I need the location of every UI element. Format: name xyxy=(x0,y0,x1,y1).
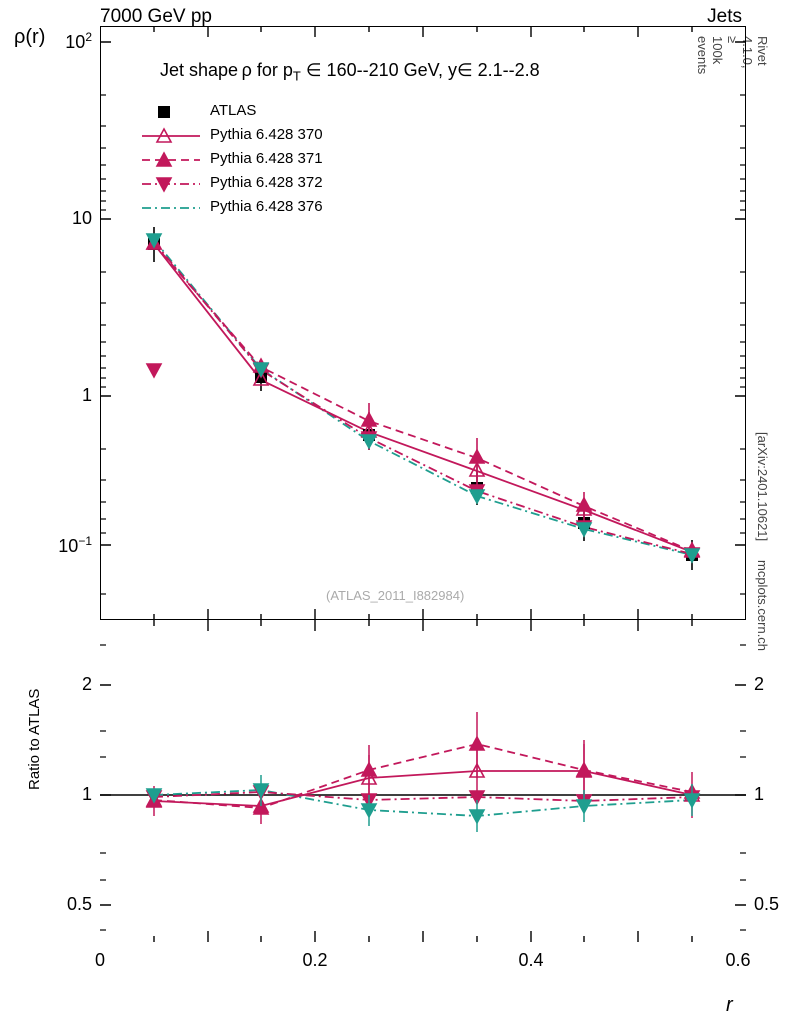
ratio-ytick-2-right: 2 xyxy=(754,674,765,694)
ratio-ytick-05-left: 0.5 xyxy=(66,894,92,914)
main-ytick-1e-1: $10^{-1}$ xyxy=(58,534,92,556)
series-line-pythia-370 xyxy=(154,244,692,552)
ratio-ytick-2-left: 2 xyxy=(81,674,92,694)
legend-marker-pythia-371 xyxy=(140,148,202,172)
markers-pythia-371 xyxy=(147,236,699,556)
rivet-version-caption: Rivet 4.1.0, ≥ 100k events xyxy=(695,36,770,75)
arxiv-caption: [arXiv:2401.10621] xyxy=(755,432,770,542)
xtick-06: 0.6 xyxy=(725,950,751,970)
markers-pythia-370 xyxy=(147,236,699,557)
series-line-pythia-376 xyxy=(154,240,692,555)
series-line-pythia-372 xyxy=(154,242,692,554)
legend-label-pythia-372: Pythia 6.428 372 xyxy=(210,174,323,191)
legend-label-pythia-376: Pythia 6.428 376 xyxy=(210,198,323,215)
analysis-id-watermark: (ATLAS_2011_I882984) xyxy=(326,588,465,603)
mcplots-url-caption: mcplots.cern.ch xyxy=(755,560,770,652)
series-points-atlas xyxy=(154,227,692,570)
xtick-02: 0.2 xyxy=(302,950,328,970)
atlas-markers xyxy=(148,238,698,561)
main-ytick-1e2: $10^2$ xyxy=(65,30,92,52)
ratio-y-axis-label: Ratio to ATLAS xyxy=(26,688,43,790)
ratio-markers-371 xyxy=(147,737,699,814)
main-y-axis-label: ρ(r) xyxy=(14,26,46,48)
legend-label-pythia-371: Pythia 6.428 371 xyxy=(210,150,323,167)
ratio-line-pythia-372 xyxy=(154,792,692,801)
ratio-ytick-1-left: 1 xyxy=(81,784,92,804)
markers-pythia-376 xyxy=(147,234,699,562)
xtick-0: 0 xyxy=(94,950,105,970)
header-right-label: Jets xyxy=(707,6,742,27)
ratio-ytick-1-right: 1 xyxy=(754,784,765,804)
legend-label-atlas: ATLAS xyxy=(210,102,257,119)
legend-marker-pythia-370 xyxy=(140,124,202,148)
series-line-pythia-371 xyxy=(154,244,692,551)
main-ytick-1: 1 xyxy=(81,385,92,405)
ratio-ytick-05-right: 0.5 xyxy=(754,894,780,914)
ratio-x-axis-label: r xyxy=(726,994,733,1016)
header-left-label: 7000 GeV pp xyxy=(100,6,212,27)
legend-marker-pythia-372 xyxy=(140,172,202,196)
markers-pythia-372 xyxy=(147,364,699,561)
main-ytick-10: 10 xyxy=(71,208,92,228)
plot-title: Jet shape ρ for $p_T$ ∈ 160--210 GeV, y∈ 2.1--2.8 xyxy=(160,60,540,84)
legend-marker-atlas xyxy=(140,100,202,124)
legend-marker-pythia-376 xyxy=(140,196,202,220)
xtick-04: 0.4 xyxy=(518,950,544,970)
legend-label-pythia-370: Pythia 6.428 370 xyxy=(210,126,323,143)
ratio-errorbars-370 xyxy=(154,744,692,824)
